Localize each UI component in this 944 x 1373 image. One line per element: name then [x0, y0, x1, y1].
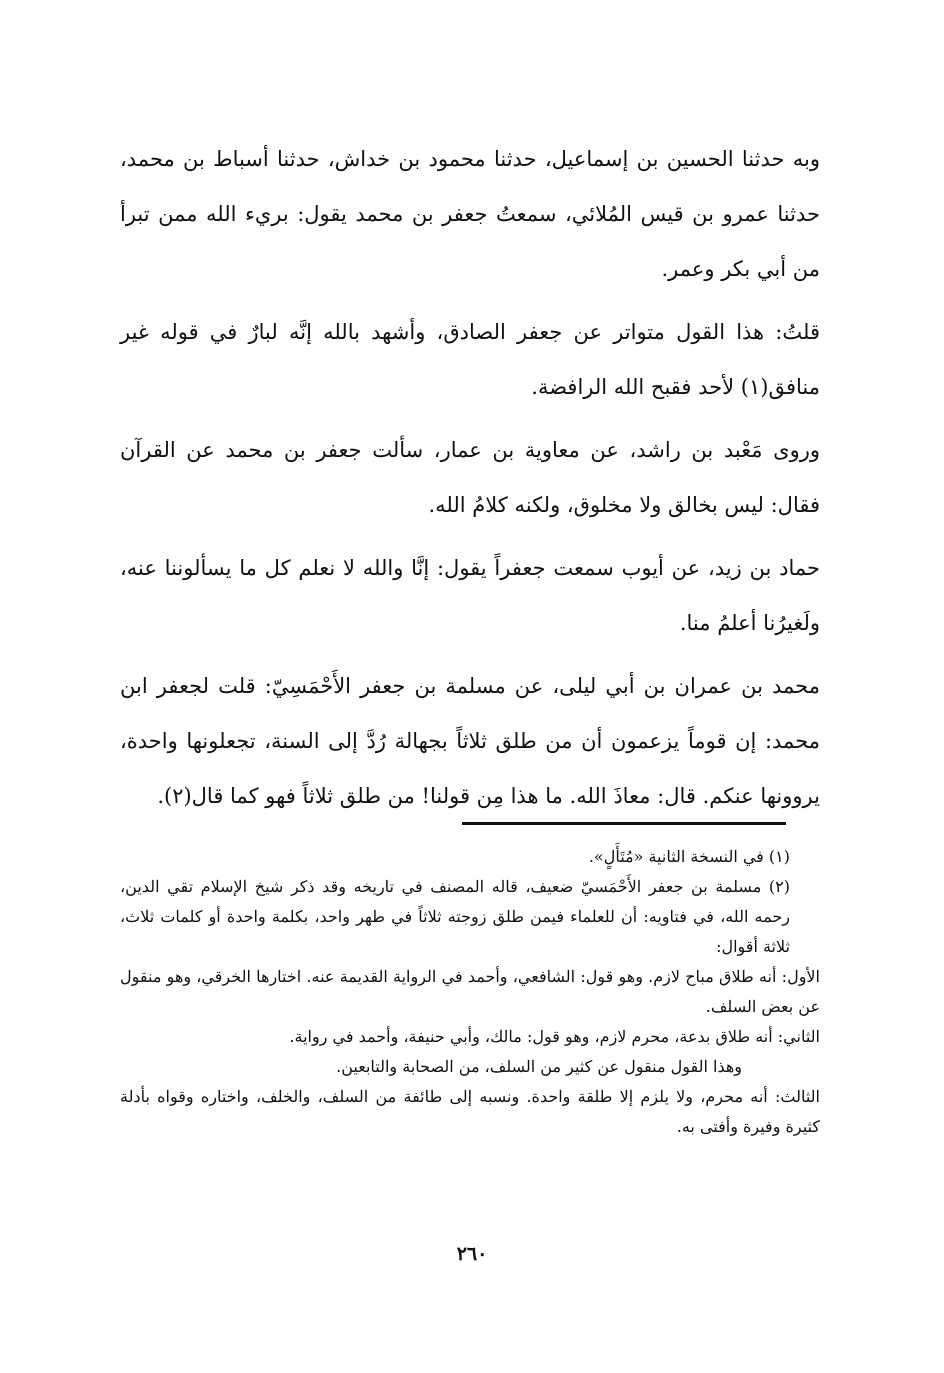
- footnote-separator: [462, 822, 786, 825]
- footnotes: [120, 842, 820, 1142]
- paragraph-4: حماد بن زيد، عن أيوب سمعت جعفراً يقول: إنَّا والله لا نعلم كل ما يسألوننا عنه، ولَغيرُنا أعلمُ منا.: [120, 556, 820, 635]
- footnote-2-opinion-2: الثاني: أنه طلاق بدعة، محرم لازم، وهو قول: مالك، وأبي حنيفة، وأحمد في رواية.: [289, 1027, 820, 1046]
- footnote-2-opinion-1: الأول: أنه طلاق مباح لازم. وهو قول: الشافعي، وأحمد في الرواية القديمة عنه. اختارها الخرقي، وهو منقول عن بعض السلف.: [120, 967, 820, 1016]
- footnote-2-opinion-3: الثالث: أنه محرم، ولا يلزم إلا طلقة واحدة. ونسبه إلى طائفة من السلف، والخلف، واختاره وقواه بأدلة كثيرة وفيرة وأفتى به.: [120, 1087, 820, 1136]
- paragraph-2: قلتُ: هذا القول متواتر عن جعفر الصادق، وأشهد بالله إنَّه لبارٌ في قوله غير منافق(١) لأحد فقبح الله الرافضة.: [120, 320, 820, 399]
- footnote-2: (٢) مسلمة بن جعفر الأَحْمَسيّ ضعيف، قاله المصنف في تاريخه وقد ذكر شيخ الإسلام تقي الدين، رحمه الله، في فتاويه: أن للعلماء فيمن طلق زوجته ثلاثاً في طهر واحد، بكلمة واحدة أو كلمات ثلاث، ثلاثة أقوال:: [120, 877, 790, 956]
- paragraph-5: محمد بن عمران بن أبي ليلى، عن مسلمة بن جعفر الأَحْمَسِيّ: قلت لجعفر ابن محمد: إن قوماً يزعمون أن من طلق ثلاثاً بجهالة رُدَّ إلى السنة، تجعلونها واحدة، يروونها عنكم. قال: معاذَ الله. ما هذا مِن قولنا! من طلق ثلاثاً فهو كما قال(٢).: [120, 674, 820, 808]
- paragraph-1: وبه حدثنا الحسين بن إسماعيل، حدثنا محمود بن خداش، حدثنا أسباط بن محمد، حدثنا عمرو بن قيس المُلائي، سمعتُ جعفر بن محمد يقول: بريء الله ممن تبرأ من أبي بكر وعمر.: [120, 147, 820, 281]
- paragraph-3: وروى مَعْبد بن راشد، عن معاوية بن عمار، سألت جعفر بن محمد عن القرآن فقال: ليس بخالق ولا مخلوق، ولكنه كلامُ الله.: [120, 438, 820, 517]
- footnote-1: (١) في النسخة الثانية «مُتَأَلٍ».: [588, 847, 790, 866]
- page-number: ٢٦٠: [456, 1243, 488, 1265]
- main-text: [120, 132, 820, 832]
- footnote-2-opinion-2-note: وهذا القول منقول عن كثير من السلف، من الصحابة والتابعين.: [336, 1057, 742, 1076]
